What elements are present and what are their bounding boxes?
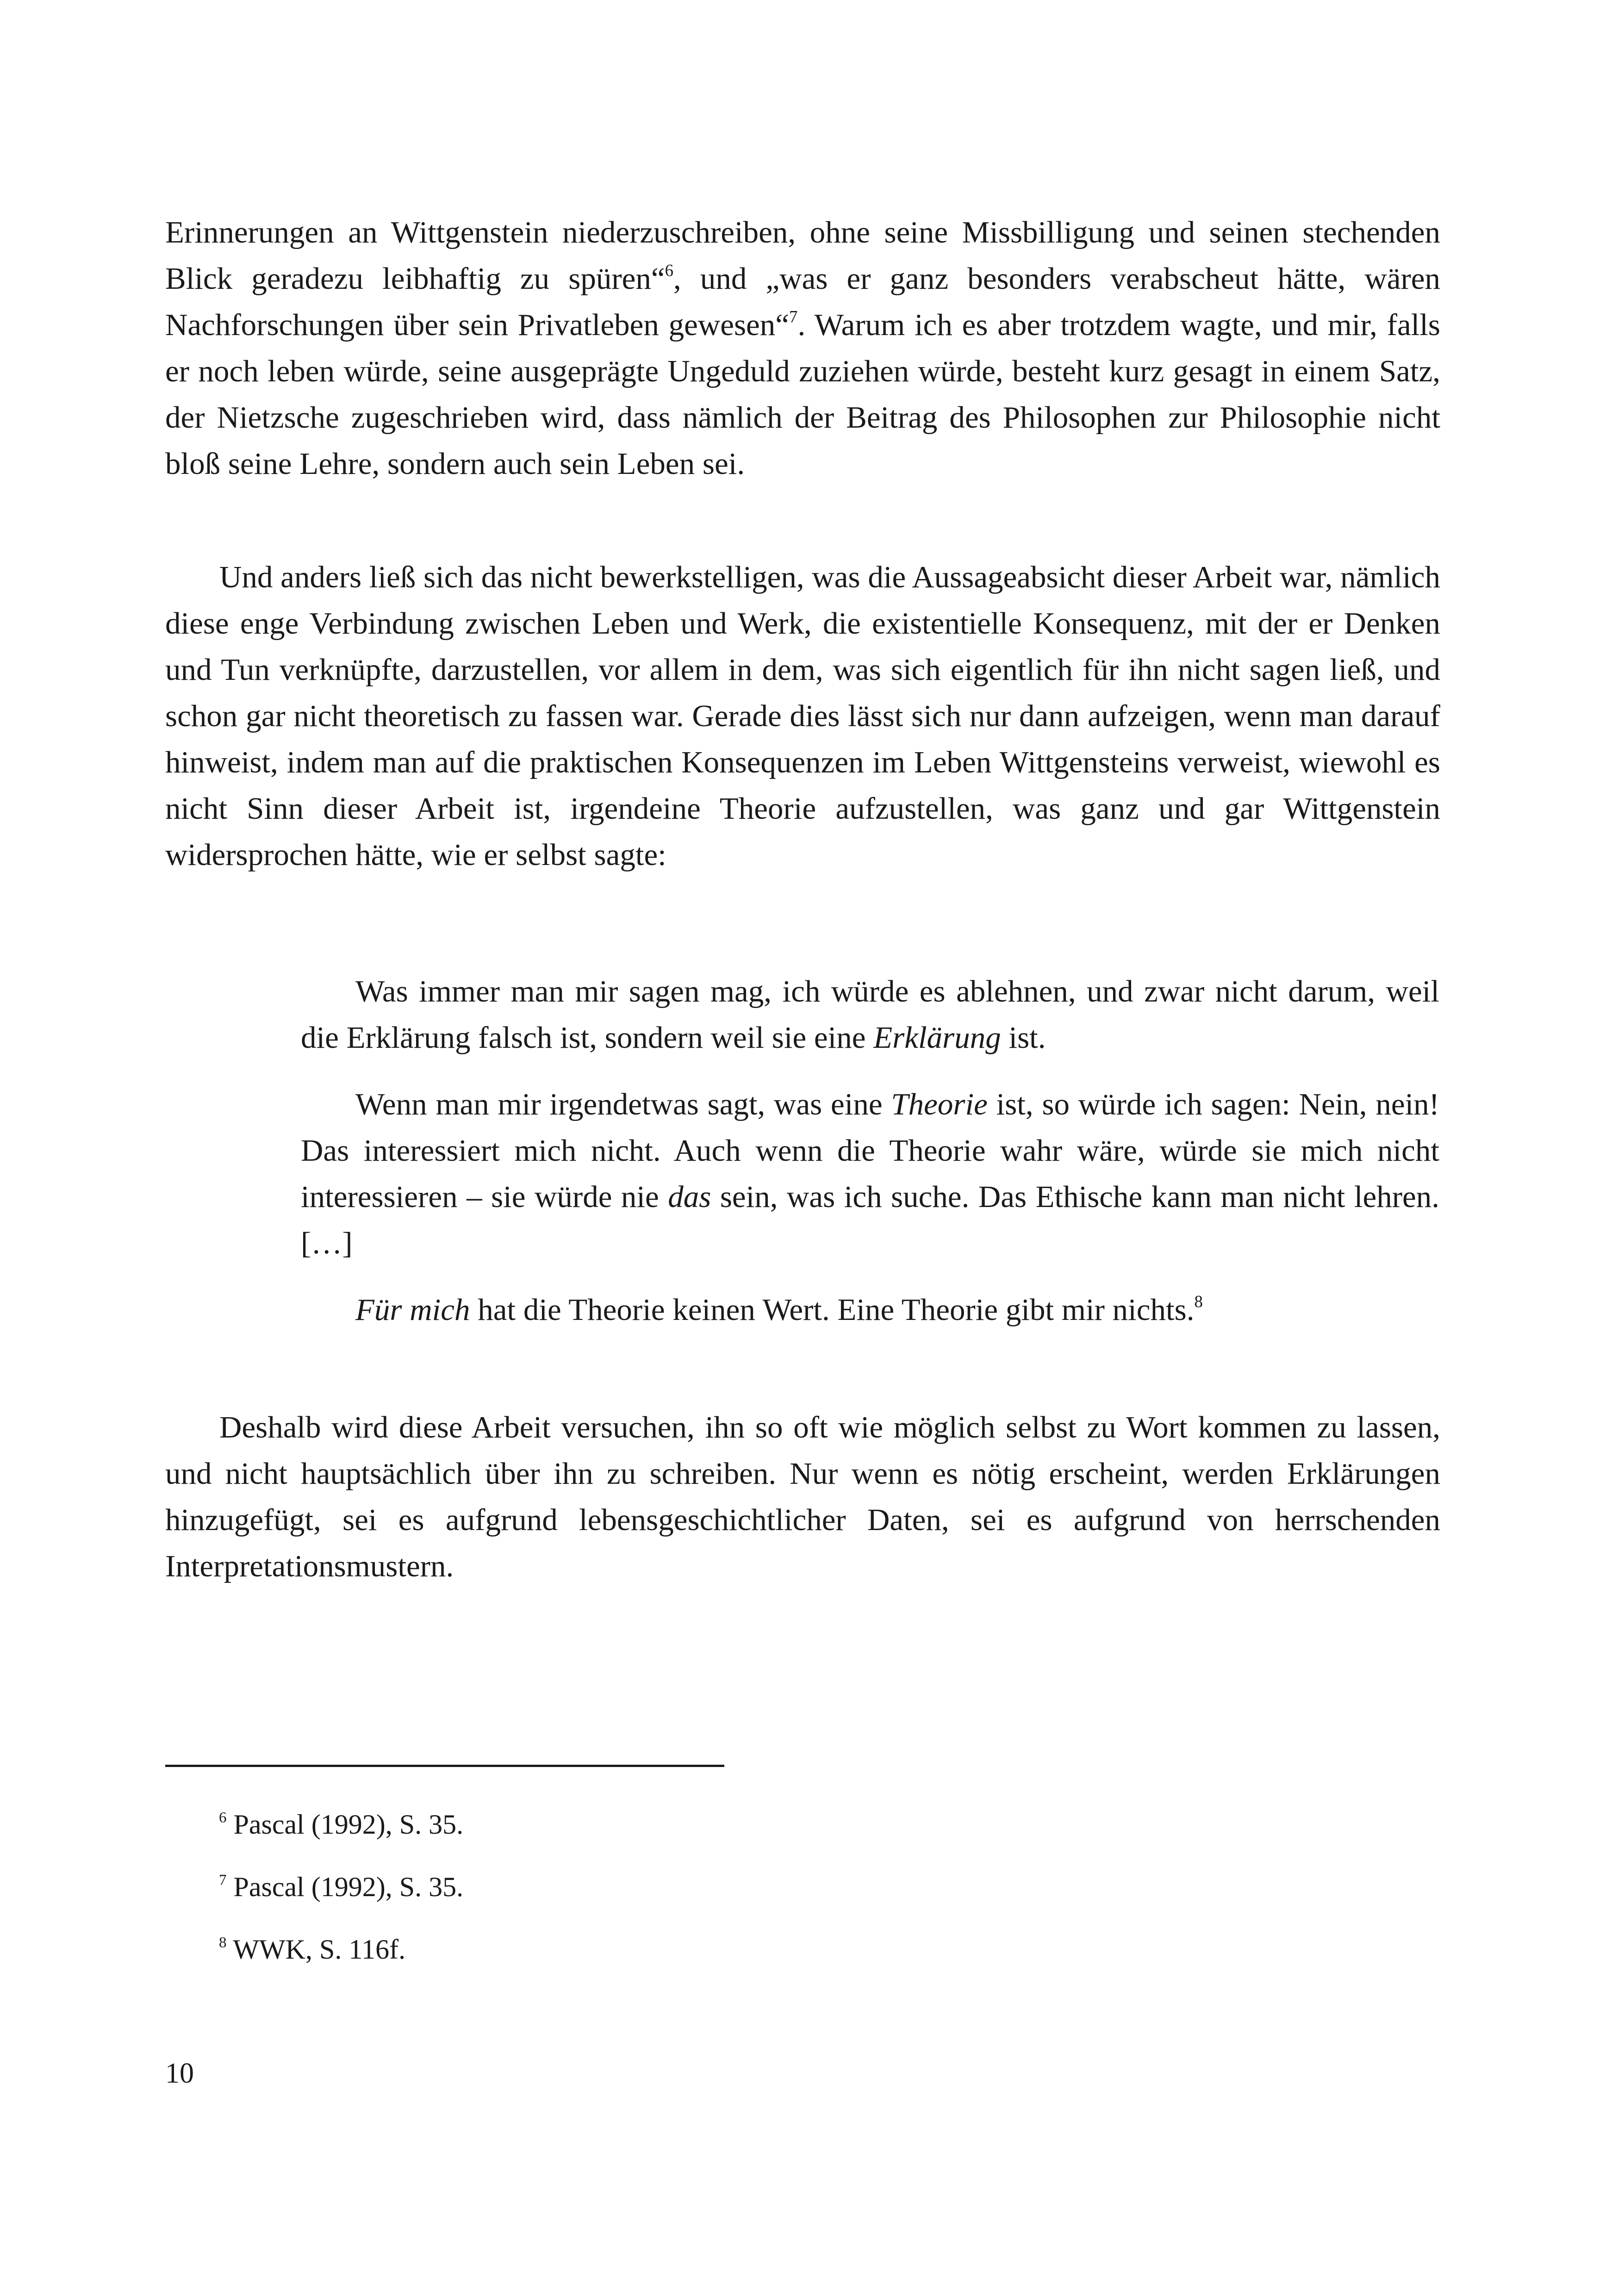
footnote-ref-8[interactable]: 8 (1194, 1292, 1203, 1311)
footnote-6 (219, 1806, 463, 1843)
paragraph-text: , und „was er ganz besonders verabscheut hätte, wären Nachforschungen über sein Privatleben gewesen“ (165, 261, 1440, 342)
quote-emphasis: Erklärung (873, 1020, 1001, 1055)
page-number: 10 (165, 2058, 194, 2089)
quote-emphasis: Theorie (891, 1087, 988, 1121)
quote-paragraph-3 (301, 1287, 1439, 1333)
paragraph-text: Erinnerungen an Wittgenstein niederzuschreiben, ohne seine Missbilligung und seinen stechenden Blick geradezu leibhaftig zu spüren“ (165, 215, 1440, 296)
quote-text: Was immer man mir sagen mag, ich würde es ablehnen, und zwar nicht darum, weil die Erklärung falsch ist, sondern weil sie eine (301, 974, 1439, 1055)
footnote-separator (165, 1765, 724, 1767)
footnote-text: Pascal (1992), S. 35. (226, 1809, 464, 1840)
footnote-number: 7 (219, 1872, 227, 1889)
footnote-text: WWK, S. 116f. (226, 1934, 406, 1965)
footnote-number: 6 (219, 1809, 227, 1826)
quote-emphasis: das (668, 1180, 711, 1214)
quote-text: ist. (1001, 1020, 1046, 1055)
footnote-7 (219, 1868, 463, 1905)
footnote-ref-6[interactable]: 6 (665, 261, 674, 280)
quote-text: sein, was ich suche. Das Ethische kann man nicht lehren. […] (301, 1180, 1439, 1260)
paragraph-text: . Warum ich es aber trotzdem wagte, und mir, falls er noch leben würde, seine ausgeprägte Ungeduld zuziehen würde, besteht kurz gesagt in einem Satz, der Nietzsche zugeschrieben wird, dass nämlich der Beitrag des Philosophen zur Philosophie nicht bloß seine Lehre, sondern auch sein Leben sei. (165, 308, 1440, 481)
quote-text: Wenn man mir irgendetwas sagt, was eine (355, 1087, 891, 1121)
footnote-text: Pascal (1992), S. 35. (226, 1872, 464, 1902)
block-quote (301, 968, 1439, 1353)
body-paragraph-3: Deshalb wird diese Arbeit versuchen, ihn so oft wie möglich selbst zu Wort kommen zu lassen, und nicht hauptsächlich über ihn zu schreiben. Nur wenn es nötig erscheint, werden Erklärungen hinzugefügt, sei es aufgrund lebensgeschichtlicher Daten, sei es aufgrund von herrschenden Interpretationsmustern. (165, 1410, 1440, 1583)
body-paragraph-1 (165, 209, 1440, 487)
quote-text: ist, so würde ich sagen: Nein, nein! Das interessiert mich nicht. Auch wenn die Theorie wahr wäre, würde sie mich nicht interessieren – sie würde nie (301, 1087, 1439, 1214)
footnote-ref-7[interactable]: 7 (789, 307, 798, 326)
quote-paragraph-1 (301, 968, 1439, 1061)
quote-paragraph-2 (301, 1081, 1439, 1266)
footnote-number: 8 (219, 1934, 227, 1951)
body-paragraph-2: Und anders ließ sich das nicht bewerkstelligen, was die Aussageabsicht dieser Arbeit war, nämlich diese enge Verbindung zwischen Leben und Werk, die existentielle Konsequenz, mit der er Denken und Tun verknüpfte, darzustellen, vor allem in dem, was sich eigentlich für ihn nicht sagen ließ, und schon gar nicht theoretisch zu fassen war. Gerade dies lässt sich nur dann aufzeigen, wenn man darauf hinweist, indem man auf die praktischen Konsequenzen im Leben Wittgensteins verweist, wiewohl es nicht Sinn dieser Arbeit ist, irgendeine Theorie aufzustellen, was ganz und gar Wittgenstein widersprochen hätte, wie er selbst sagte: (165, 560, 1440, 872)
footnote-8 (219, 1931, 405, 1968)
quote-emphasis: Für mich (355, 1293, 470, 1327)
quote-text: hat die Theorie keinen Wert. Eine Theorie gibt mir nichts. (470, 1293, 1195, 1327)
